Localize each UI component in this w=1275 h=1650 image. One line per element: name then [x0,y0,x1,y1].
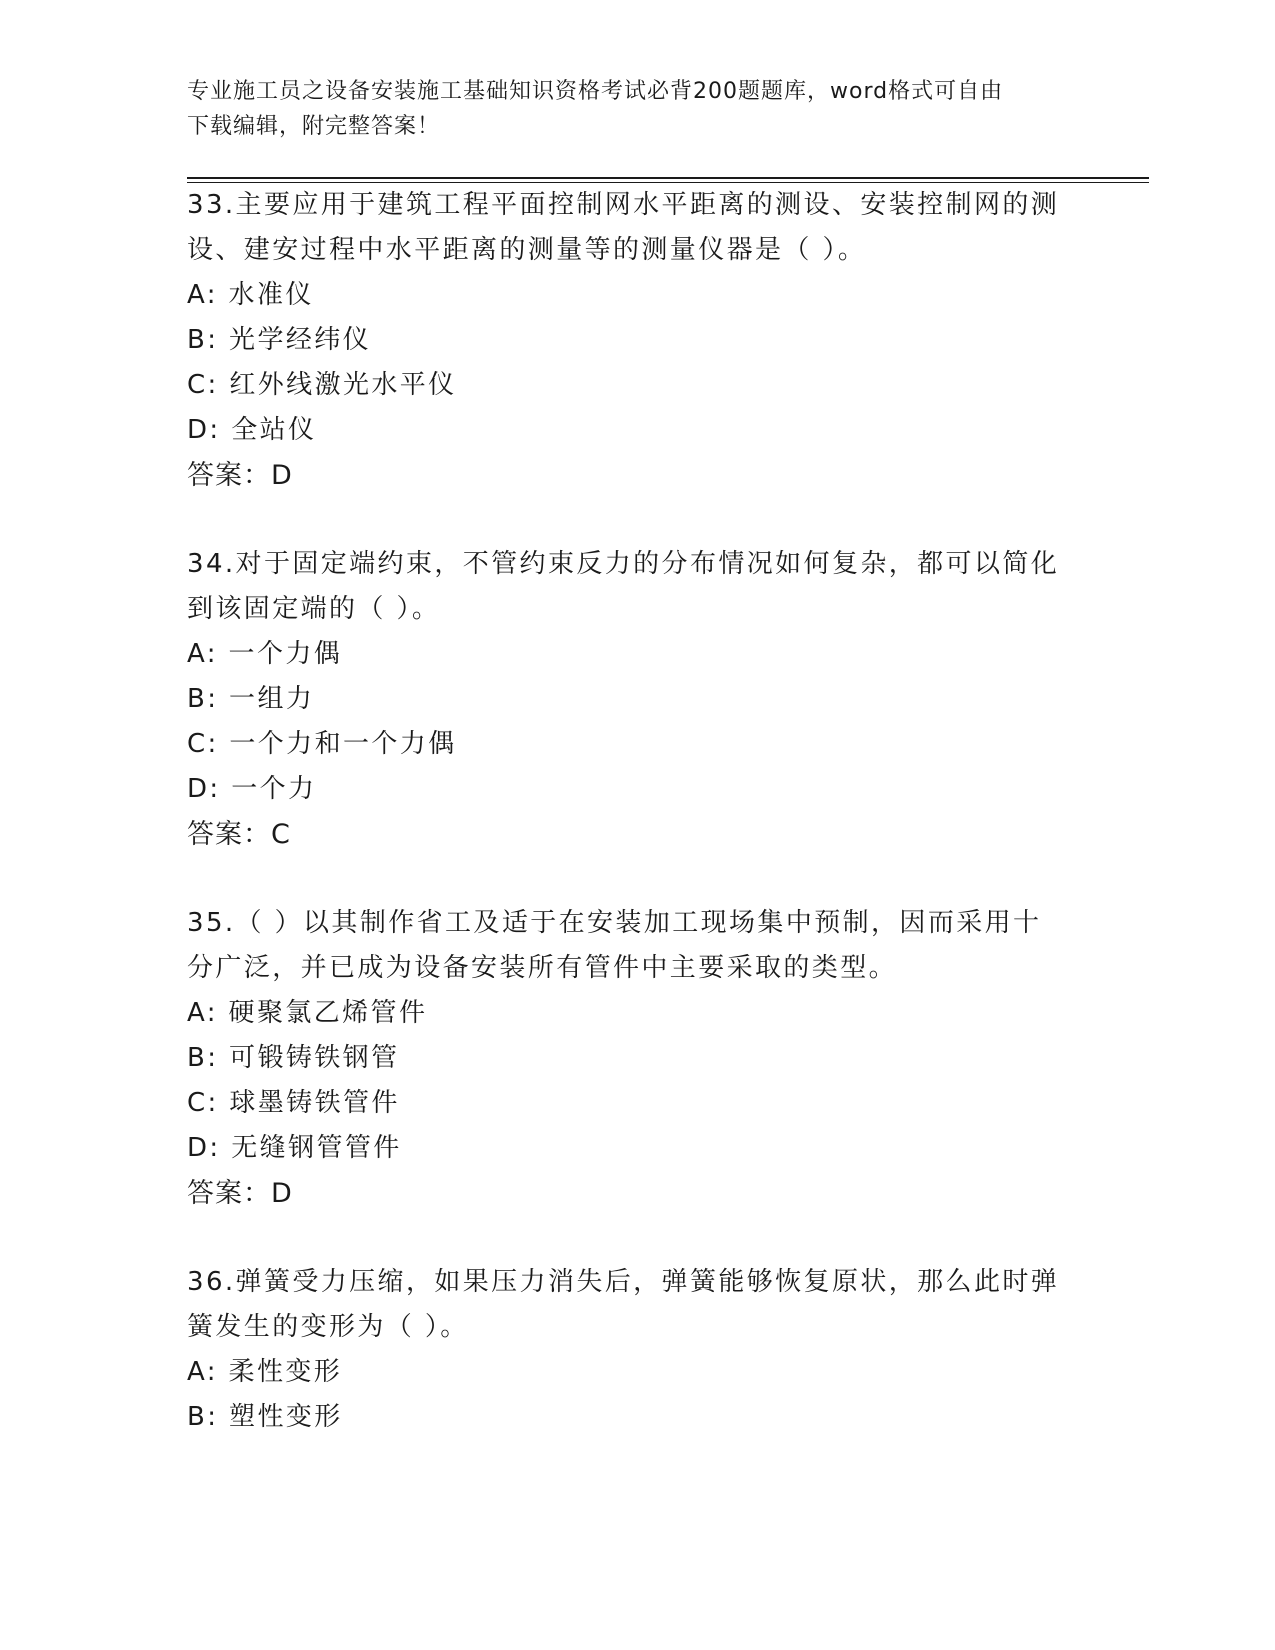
option-c: C: 红外线激光水平仪 [187,370,457,400]
question-35 [187,901,1087,1216]
header-line-2: 下载编辑，附完整答案！ [187,114,441,139]
question-stem-line: 到该固定端的（ ）。 [187,594,441,624]
document-header [187,74,1067,144]
option-a: A: 水准仪 [187,280,314,310]
option-c: C: 一个力和一个力偶 [187,729,457,759]
option-a: A: 硬聚氯乙烯管件 [187,998,428,1028]
question-stem-line: 簧发生的变形为（ ）。 [187,1312,469,1342]
option-c: C: 球墨铸铁管件 [187,1088,400,1118]
question-36 [187,1260,1087,1440]
option-b: B: 塑性变形 [187,1402,343,1432]
option-d: D: 无缝钢管管件 [187,1133,402,1163]
option-b: B: 光学经纬仪 [187,325,372,355]
option-b: B: 可锻铸铁钢管 [187,1043,400,1073]
question-stem-line: 分广泛，并已成为设备安装所有管件中主要采取的类型。 [187,953,898,983]
question-34 [187,542,1087,857]
question-stem-line: 36.弹簧受力压缩，如果压力消失后，弹簧能够恢复原状，那么此时弹 [187,1267,1060,1297]
question-stem-line: 33.主要应用于建筑工程平面控制网水平距离的测设、安装控制网的测 [187,190,1060,220]
option-a: A: 柔性变形 [187,1357,343,1387]
option-d: D: 一个力 [187,774,317,804]
header-line-1: 专业施工员之设备安装施工基础知识资格考试必背200题题库，word格式可自由 [187,79,1004,104]
answer-line: 答案：C [187,819,291,850]
answer-line: 答案：D [187,1178,293,1209]
option-b: B: 一组力 [187,684,315,714]
question-stem-line: 35.（ ）以其制作省工及适于在安装加工现场集中预制，因而采用十 [187,908,1042,938]
question-33 [187,183,1087,498]
header-divider-thick [187,177,1149,179]
question-stem-line: 设、建安过程中水平距离的测量等的测量仪器是（ ）。 [187,235,867,265]
question-stem-line: 34.对于固定端约束，不管约束反力的分布情况如何复杂，都可以简化 [187,549,1060,579]
option-d: D: 全站仪 [187,415,317,445]
answer-line: 答案：D [187,460,293,491]
option-a: A: 一个力偶 [187,639,343,669]
